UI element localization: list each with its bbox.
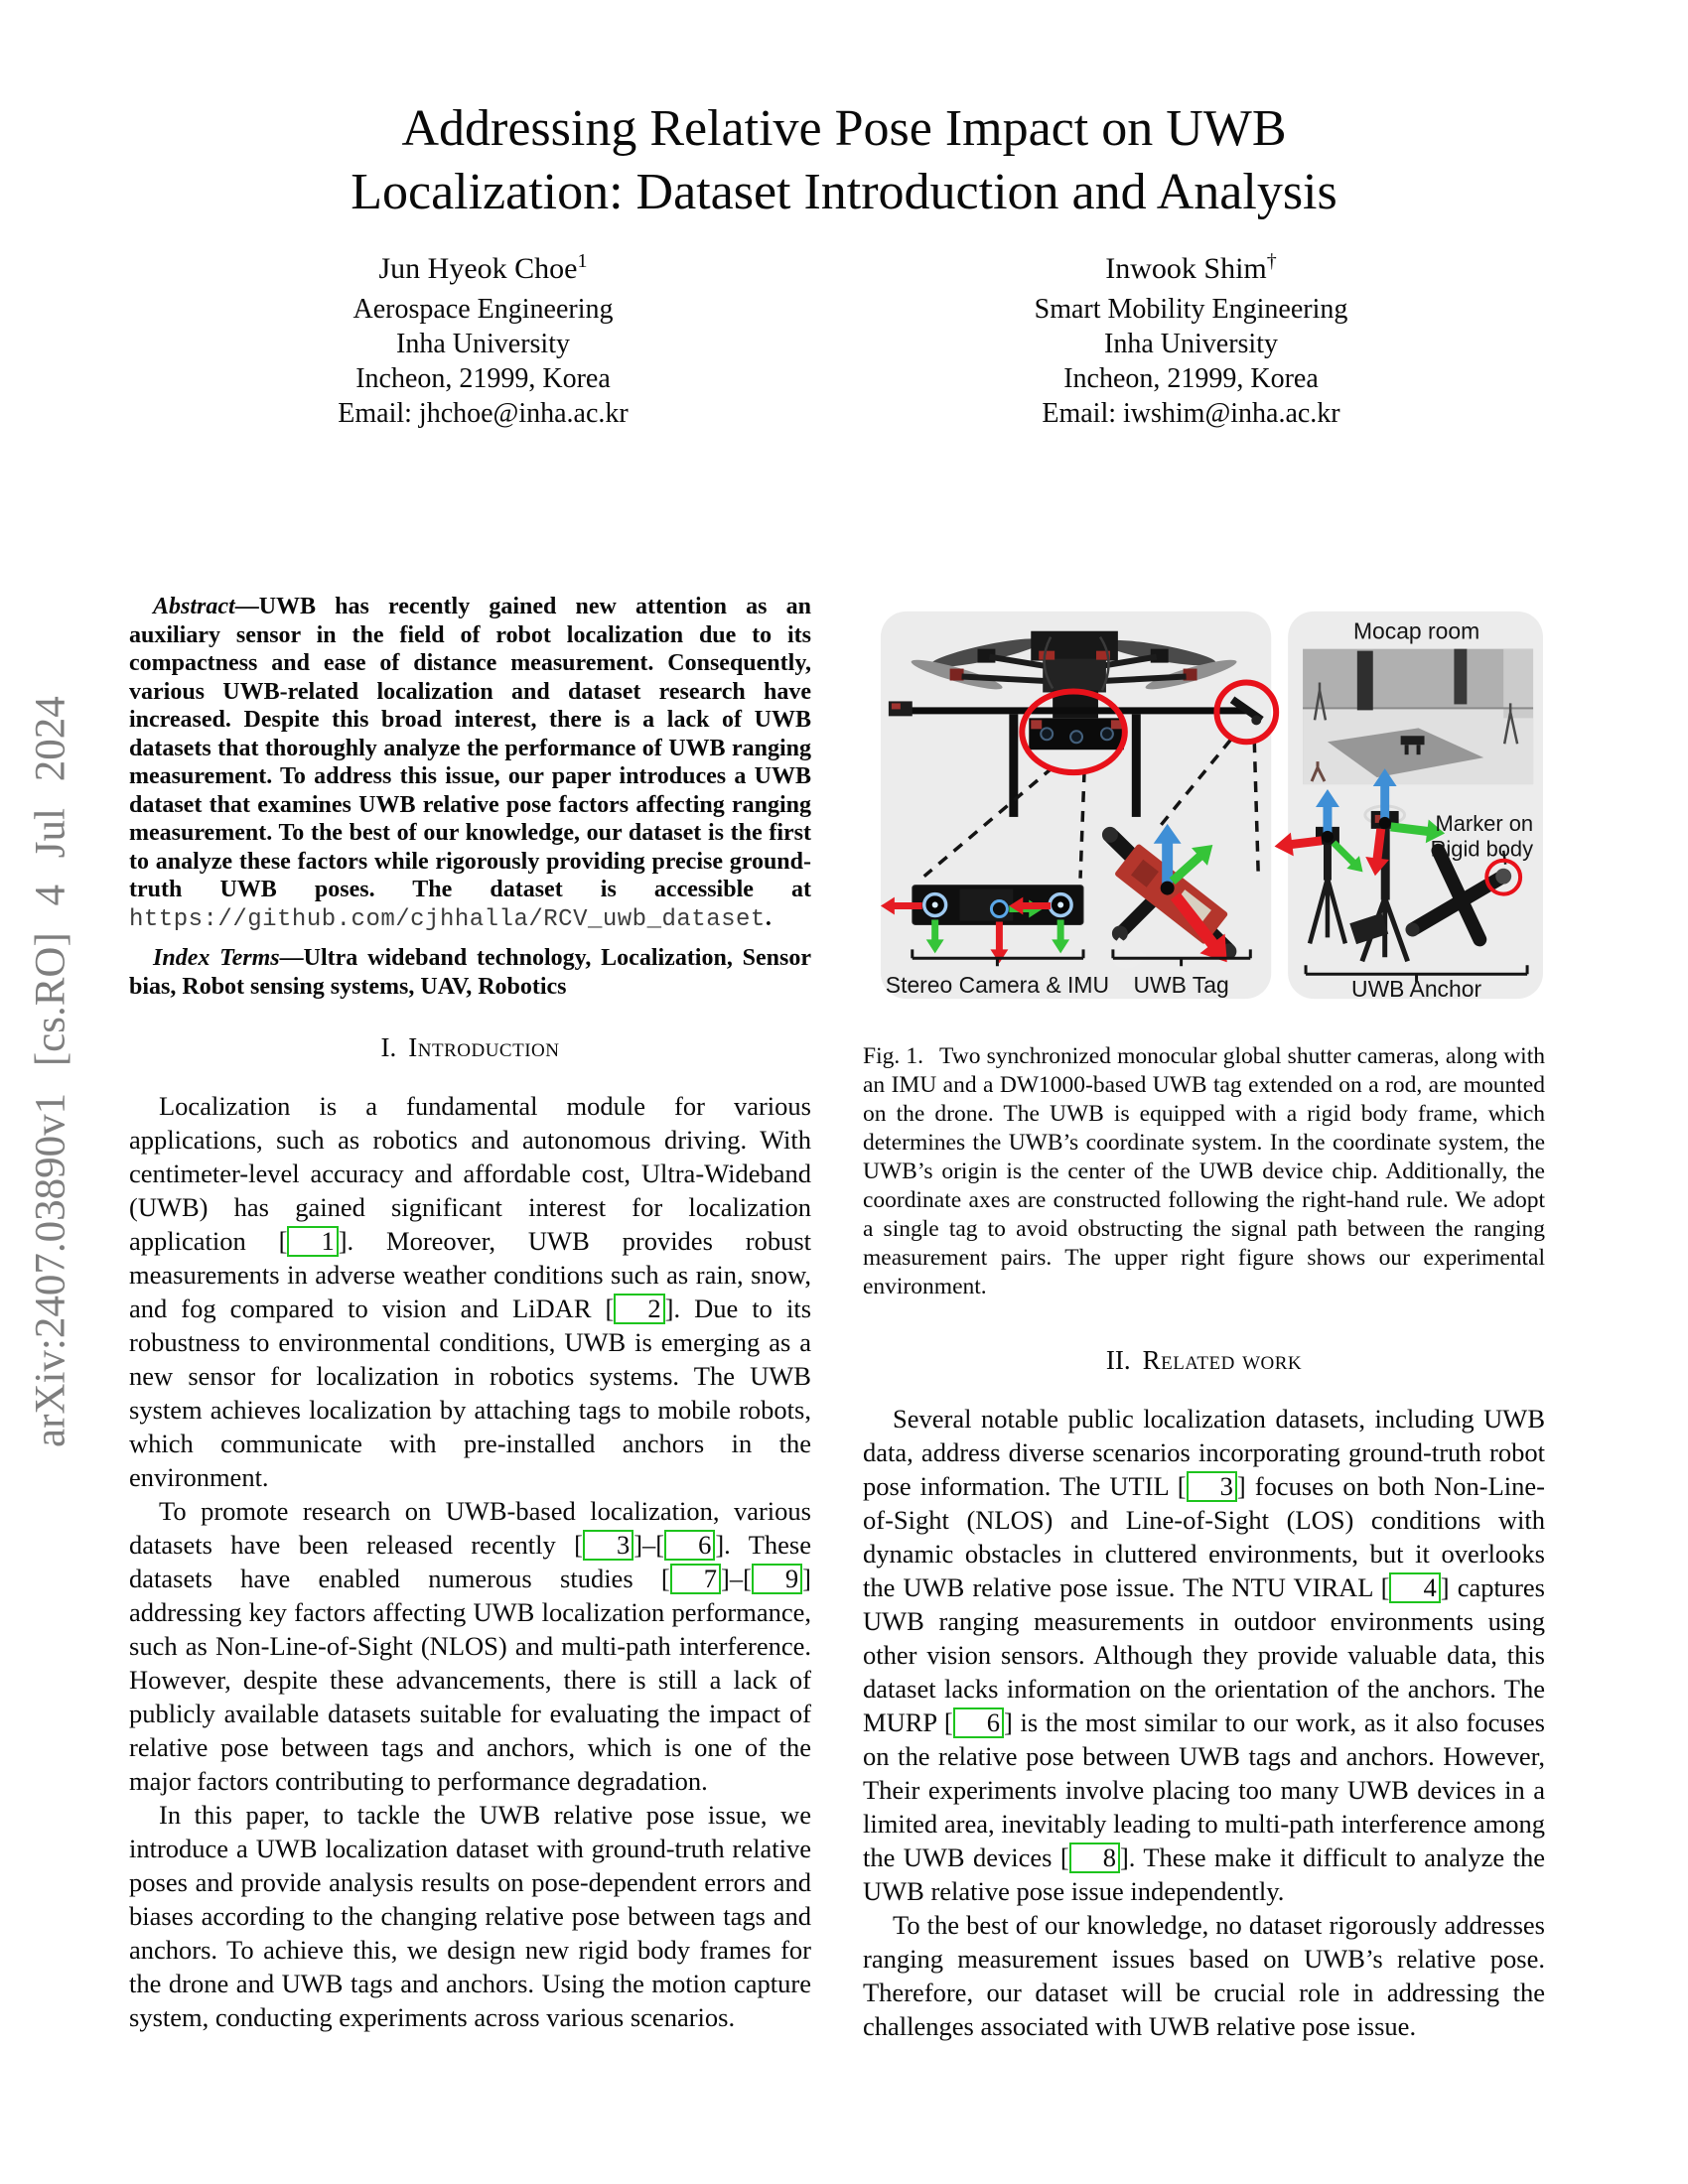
stereo-camera-label: Stereo Camera & IMU xyxy=(885,972,1109,999)
abstract-paragraph: Abstract—UWB has recently gained new attention as an auxiliary sensor in the field of robot localization due to its compactness and ease of distance measurement. Consequently, various UWB-related localization and dataset research have increased. Despite this broad interest, there is a lack of UWB datasets that thoroughly analyze the performance of UWB ranging measurement. To address this issue, our paper introduces a UWB dataset that examines UWB relative pose factors affecting ranging measurement. To the best of our knowledge, our dataset is the first to analyze these factors while rigorously providing precise ground-truth UWB poses. The dataset is accessible at https://github.com/cjhhalla/RCV_uwb_dataset. xyxy=(129,594,811,933)
author-row xyxy=(129,244,1545,431)
citation-link[interactable]: 2 xyxy=(614,1294,664,1324)
author-univ: Inha University xyxy=(1104,329,1278,359)
citation-link[interactable]: 6 xyxy=(664,1530,715,1561)
citation-link[interactable]: 6 xyxy=(953,1707,1004,1738)
citation-link[interactable]: 8 xyxy=(1069,1843,1120,1873)
citation-link[interactable]: 4 xyxy=(1389,1572,1440,1603)
section-heading-related-work: II. Related work xyxy=(1105,1345,1303,1375)
tag-origin-dot xyxy=(1161,882,1175,895)
uwb-anchor-label: UWB Anchor xyxy=(1351,976,1482,1003)
author-name: Jun Hyeok Choe$^1$ xyxy=(378,250,588,285)
figure-1 xyxy=(863,591,1545,1301)
mocap-room-label: Mocap room xyxy=(1352,617,1480,644)
marker-label-line2: Rigid body xyxy=(1430,836,1534,862)
paper-title xyxy=(0,97,1688,224)
section-heading-introduction: I. Introduction xyxy=(380,1032,560,1062)
citation-link[interactable]: 3 xyxy=(583,1530,633,1561)
marker-label-line1: Marker on xyxy=(1435,810,1534,836)
abstract xyxy=(129,593,811,1001)
dataset-url-link[interactable]: https://github.com/cjhhalla/RCV_uwb_dataset xyxy=(129,905,766,933)
author-univ: Inha University xyxy=(396,329,570,359)
author-dept: Smart Mobility Engineering xyxy=(1034,294,1348,325)
citation-link[interactable]: 3 xyxy=(1187,1471,1237,1502)
figure-1-graphic xyxy=(863,591,1545,1008)
citation-link[interactable]: 7 xyxy=(670,1564,721,1594)
author-footnote-mark: 1 xyxy=(577,250,588,272)
paper-title-line1: Addressing Relative Pose Impact on UWB xyxy=(401,100,1287,157)
anchor-origin-dot xyxy=(1322,831,1334,843)
abstract-label: Abstract xyxy=(153,594,235,619)
intro-paragraph-3: In this paper, to tackle the UWB relative pose issue, we introduce a UWB localization dataset with ground-truth relative poses and provide analysis results on pose-dependent errors and biases according to the changing relative pose between tags and anchors. To achieve this, we design new rigid body frames for the drone and UWB tags and anchors. Using the motion capture system, conducting experiments across various scenarios. xyxy=(129,1800,811,2032)
left-column xyxy=(129,593,811,2034)
author-block xyxy=(129,244,837,431)
author-dept: Aerospace Engineering xyxy=(352,294,614,325)
index-terms-label: Index Terms xyxy=(153,945,280,971)
author-footnote-mark: † xyxy=(1266,250,1277,272)
related-paragraph-1: Several notable public localization datasets, including UWB data, address diverse scenarios incorporating ground-truth robot pose information. The UTIL [ 3 ] focuses on both Non-Line-of-Sight (NLOS) and Line-of-Sight (LOS) conditions with dynamic obstacles in cluttered environments, but it overlooks the UWB relative pose issue. The NTU VIRAL [ 4 ] captures UWB ranging measurements in outdoor environments using other vision sensors. Although they provide valuable data, this dataset lacks information on the orientation of the anchors. The MURP [ 6 ] is the most similar to our work, as it also focuses on the relative pose between UWB tags and anchors. However, Their experiments involve placing too many UWB devices in a limited area, inevitably leading to multi-path interference among the UWB devices [ 8 ]. These make it difficult to analyze the UWB relative pose issue independently. xyxy=(863,1404,1545,1906)
intro-paragraph-1: Localization is a fundamental module for various applications, such as robotics and autonomous driving. With centimeter-level accuracy and affordable cost, Ultra-Wideband (UWB) has gained significant interest for localization application [ 1 ]. Moreover, UWB provides robust measurements in adverse weather conditions such as rain, snow, and fog compared to vision and LiDAR [ 2 ]. Due to its robustness to environmental conditions, UWB is emerging as a new sensor for localization in robotics systems. The UWB system achieves localization by attaching tags to mobile robots, which communicate with pre-installed anchors in the environment. xyxy=(129,1091,812,1492)
arxiv-watermark: arXiv:2407.03890v1 [cs.RO] 4 Jul 2024 xyxy=(27,696,74,1448)
citation-link[interactable]: 1 xyxy=(287,1226,338,1257)
related-paragraph-2: To the best of our knowledge, no dataset rigorously addresses ranging measurement issues based on UWB’s relative pose. Therefore, our dataset will be crucial role in addressing the challenges associated with UWB relative pose issue. xyxy=(863,1910,1545,2041)
citation-link[interactable]: 9 xyxy=(752,1564,802,1594)
intro-paragraph-2: To promote research on UWB-based localization, various datasets have been released recently [ 3 ]–[ 6 ]. These datasets have enabled numerous studies [ 7 ]–[ 9 ] addressing key factors affecting UWB localization performance, such as Non-Line-of-Sight (NLOS) and multi-path interference. However, despite these advancements, there is still a lack of publicly available datasets suitable for evaluating the impact of relative pose between tags and anchors, which is one of the major factors contributing to performance degradation. xyxy=(129,1496,811,1796)
index-terms: Index Terms—Ultra wideband technology, Localization, Sensor bias, Robot sensing systems, UAV, Robotics xyxy=(129,945,811,1000)
author-city: Incheon, 21999, Korea xyxy=(355,363,611,394)
paper-title-line2: Localization: Dataset Introduction and Analysis xyxy=(351,164,1337,220)
figure-caption-label: Fig. 1. xyxy=(863,1043,924,1069)
author-name: Inwook Shim† xyxy=(1105,250,1277,285)
author-email: Email: jhchoe@inha.ac.kr xyxy=(338,398,629,429)
figure-1-caption: Fig. 1. Two synchronized monocular global shutter cameras, along with an IMU and a DW1000-based UWB tag extended on a rod, are mounted on the drone. The UWB is equipped with a rigid body frame, which determines the UWB’s coordinate system. In the coordinate system, the UWB’s origin is the center of the UWB device chip. Additionally, the coordinate axes are constructed following the right-hand rule. We adopt a single tag to avoid obstructing the signal path between the ranging measurement pairs. The upper right figure shows our experimental environment. xyxy=(863,1043,1545,1299)
anchor-origin-dot xyxy=(1379,817,1391,829)
author-city: Incheon, 21999, Korea xyxy=(1063,363,1319,394)
stereo-camera-photo xyxy=(913,886,1083,925)
author-email: Email: iwshim@inha.ac.kr xyxy=(1042,398,1340,429)
author-block xyxy=(837,244,1545,431)
right-column xyxy=(863,591,1545,2043)
uwb-tag-label: UWB Tag xyxy=(1133,972,1229,999)
mocap-room-photo xyxy=(1303,649,1533,784)
